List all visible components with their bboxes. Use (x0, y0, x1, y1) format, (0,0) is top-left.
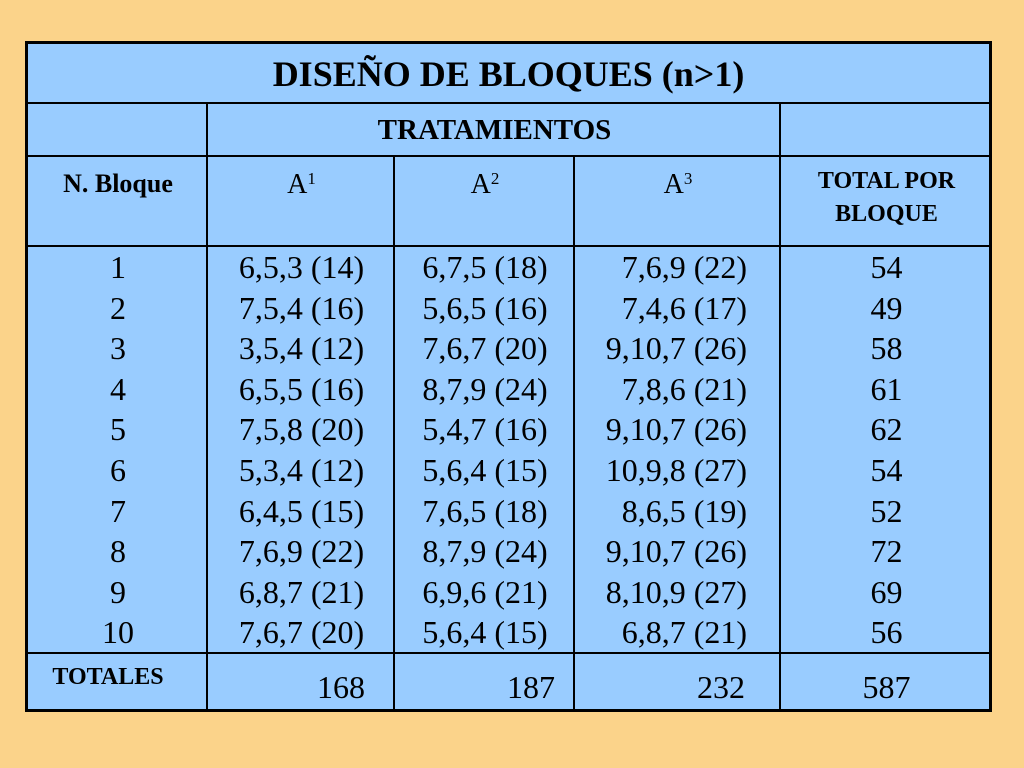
total-per-block-header (781, 157, 992, 247)
treatment-a3-cell: 8,10,9 (27) (605, 573, 747, 610)
treatment-a2-column (395, 247, 575, 652)
treatment-a1-cell: 6,4,5 (15) (238, 492, 365, 529)
treatment-a1-column (208, 247, 395, 652)
block-number-cell: 6 (110, 451, 126, 488)
treatment-a3-column (575, 247, 781, 652)
treatment-subscript: 2 (490, 169, 500, 188)
block-number-cell: 2 (110, 289, 126, 326)
table-title: DISEÑO DE BLOQUES (n>1) (272, 54, 745, 94)
treatment-a2-cell: 5,6,5 (16) (422, 289, 548, 326)
treatment-a3-cell: 9,10,7 (26) (605, 330, 747, 367)
design-table (25, 41, 992, 712)
treatment-a3-cell: 8,6,5 (19) (621, 492, 747, 529)
block-total-cell: 56 (870, 614, 903, 651)
grand-total: 587 (862, 668, 911, 705)
block-total-cell: 62 (870, 411, 903, 448)
treatment-a1-cell: 7,5,8 (20) (238, 411, 365, 448)
block-number-cell: 10 (102, 614, 134, 651)
treatment-a2-cell: 5,6,4 (15) (422, 451, 548, 488)
treatment-a1-cell: 6,5,3 (14) (238, 249, 365, 285)
treatment-a1-cell: 7,6,7 (20) (238, 614, 365, 651)
block-total-cell: 61 (870, 370, 903, 407)
treatment-a1-cell: 6,8,7 (21) (238, 573, 365, 610)
treatment-a1-cell: 5,3,4 (12) (238, 451, 365, 488)
total-header-line: TOTAL POR (817, 168, 956, 194)
block-total-column (781, 247, 992, 652)
totals-label: TOTALES (52, 664, 164, 690)
treatment-a1-cell: 3,5,4 (12) (238, 330, 365, 367)
treatment-a2-cell: 7,6,5 (18) (422, 492, 548, 529)
block-number-cell: 9 (110, 573, 126, 610)
block-number-cell: 5 (110, 411, 126, 448)
treatment-a3-cell: 7,8,6 (21) (621, 370, 747, 407)
treatments-header: TRATAMIENTOS (377, 114, 612, 146)
treatment-letter: A (470, 169, 491, 200)
block-total-cell: 54 (870, 451, 903, 488)
block-number-cell: 1 (110, 249, 126, 285)
block-number-column (28, 247, 208, 652)
treatment-a2-cell: 8,7,9 (24) (422, 533, 548, 570)
block-total-cell: 69 (870, 573, 903, 610)
treatment-a1-cell: 6,5,5 (16) (238, 370, 365, 407)
treatment-a3-cell: 6,8,7 (21) (621, 614, 747, 651)
treatment-a2-header (395, 157, 575, 247)
treatment-a2-cell: 5,6,4 (15) (422, 614, 548, 651)
treatment-a2-cell: 6,9,6 (21) (422, 573, 548, 610)
treatment-a3-cell: 7,4,6 (17) (621, 289, 747, 326)
treatment-letter: A (663, 169, 684, 200)
treatment-subscript: 3 (683, 169, 693, 188)
total-a2: 187 (507, 668, 555, 705)
block-total-cell: 54 (870, 249, 903, 285)
treatment-a2-cell: 7,6,7 (20) (422, 330, 548, 367)
block-number-cell: 8 (110, 533, 126, 570)
treatment-a2-cell: 6,7,5 (18) (422, 249, 548, 285)
treatment-a2-cell: 8,7,9 (24) (422, 370, 548, 407)
block-total-cell: 72 (870, 533, 903, 570)
treatment-a1-cell: 7,6,9 (22) (238, 533, 365, 570)
treatment-a1-header (208, 157, 395, 247)
treatment-a3-cell: 9,10,7 (26) (605, 533, 747, 570)
block-number-cell: 4 (110, 370, 126, 407)
treatment-a3-cell: 10,9,8 (27) (605, 451, 747, 488)
block-number-cell: 7 (110, 492, 126, 529)
total-header-line: BLOQUE (835, 201, 938, 227)
treatment-a1-cell: 7,5,4 (16) (238, 289, 365, 326)
block-number-cell: 3 (110, 330, 126, 367)
total-a3: 232 (697, 668, 745, 705)
block-total-cell: 58 (870, 330, 903, 367)
total-a1: 168 (317, 668, 365, 705)
block-number-header: N. Bloque (63, 169, 173, 198)
treatment-a3-header (575, 157, 781, 247)
treatment-a3-cell: 7,6,9 (22) (621, 249, 747, 285)
treatment-subscript: 1 (307, 169, 316, 188)
treatment-letter: A (287, 169, 308, 200)
treatment-a3-cell: 9,10,7 (26) (605, 411, 747, 448)
block-total-cell: 52 (870, 492, 903, 529)
block-total-cell: 49 (870, 289, 903, 326)
treatment-a2-cell: 5,4,7 (16) (422, 411, 548, 448)
